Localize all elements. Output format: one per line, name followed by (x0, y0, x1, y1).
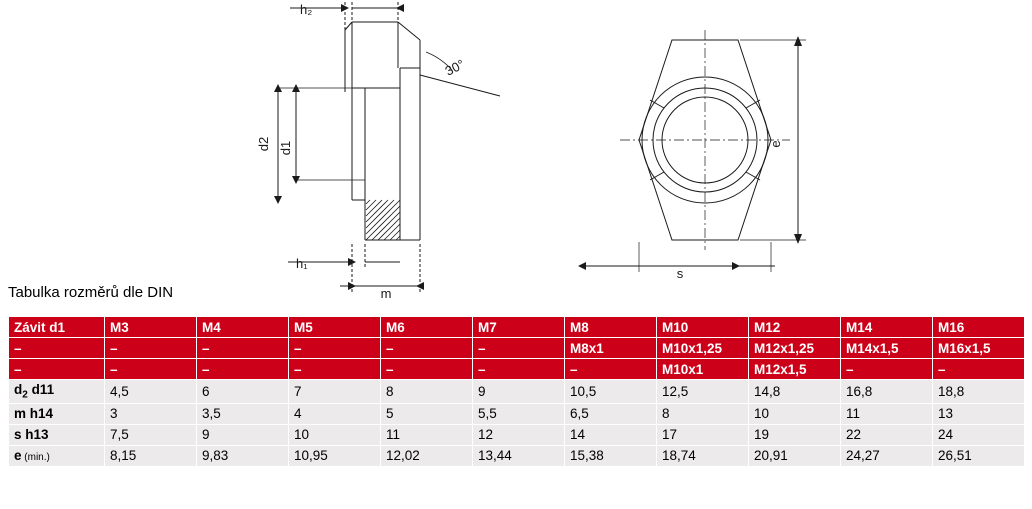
dim-label-m: m (380, 286, 392, 300)
dim-label-e: e (768, 140, 783, 148)
dimension-table (8, 316, 1025, 467)
cell-d2-m5: 7 (289, 380, 381, 404)
cell-d2-m14: 16,8 (841, 380, 933, 404)
row-label-m-suffix: h14 (26, 406, 54, 422)
column-header-m8: M8 (565, 317, 657, 338)
cell-s-m10: 17 (657, 424, 749, 445)
cell-m-m4: 3,5 (197, 403, 289, 424)
table-head (9, 317, 1025, 380)
cell-d2-m7: 9 (473, 380, 565, 404)
fine-thread-2-c3: – (289, 359, 381, 380)
fine-thread-2-c0: – (9, 359, 105, 380)
row-label-d2-suffix: d11 (27, 382, 55, 397)
fine-thread-2-c5: – (473, 359, 565, 380)
cell-d2-m6: 8 (381, 380, 473, 404)
cell-s-m12: 19 (749, 424, 841, 445)
row-label-m (9, 403, 105, 424)
cell-s-m3: 7,5 (105, 424, 197, 445)
fine-thread-2-c10: – (933, 359, 1025, 380)
column-header-m14: M14 (841, 317, 933, 338)
cell-s-m5: 10 (289, 424, 381, 445)
row-label-m-text: m (14, 406, 27, 422)
column-header-m12: M12 (749, 317, 841, 338)
row-label-e-suffix: (min.) (21, 452, 50, 464)
cell-s-m4: 9 (197, 424, 289, 445)
dim-label-d2: d2 (256, 136, 271, 152)
cell-d2-m16: 18,8 (933, 380, 1025, 404)
fine-thread-1-c2: – (197, 338, 289, 359)
column-header-m5: M5 (289, 317, 381, 338)
cell-s-m14: 22 (841, 424, 933, 445)
table-subheader-row-fine-1 (9, 338, 1025, 359)
column-header-m16: M16 (933, 317, 1025, 338)
cell-e-m10: 18,74 (657, 445, 749, 466)
cell-e-m16: 26,51 (933, 445, 1025, 466)
fine-thread-2-c9: – (841, 359, 933, 380)
fine-thread-2-c4: – (381, 359, 473, 380)
cell-m-m7: 5,5 (473, 403, 565, 424)
fine-thread-2-c6: – (565, 359, 657, 380)
row-label-e (9, 445, 105, 466)
row-label-s (9, 424, 105, 445)
fine-thread-1-c3: – (289, 338, 381, 359)
row-label-s-suffix: h13 (21, 427, 49, 443)
cell-m-m10: 8 (657, 403, 749, 424)
cell-e-m12: 20,91 (749, 445, 841, 466)
cell-e-m4: 9,83 (197, 445, 289, 466)
cell-m-m6: 5 (381, 403, 473, 424)
table-row (9, 380, 1025, 404)
column-header-m7: M7 (473, 317, 565, 338)
cell-m-m5: 4 (289, 403, 381, 424)
table-row (9, 445, 1025, 466)
fine-thread-2-c7: M10x1 (657, 359, 749, 380)
fine-thread-1-c7: M10x1,25 (657, 338, 749, 359)
cell-d2-m4: 6 (197, 380, 289, 404)
cell-m-m14: 11 (841, 403, 933, 424)
cell-d2-m10: 12,5 (657, 380, 749, 404)
table-caption: Tabulka rozměrů dle DIN (8, 284, 174, 301)
fine-thread-2-c8: M12x1,5 (749, 359, 841, 380)
fine-thread-1-c8: M12x1,25 (749, 338, 841, 359)
row-label-d2-subscript: 2 (22, 389, 28, 401)
column-header-thread: Závit d1 (9, 317, 105, 338)
cell-m-m8: 6,5 (565, 403, 657, 424)
fine-thread-2-c2: – (197, 359, 289, 380)
row-label-d2: $d_2$ d11 (9, 380, 105, 404)
cell-e-m5: 10,95 (289, 445, 381, 466)
table-subheader-row-fine-2 (9, 359, 1025, 380)
cell-m-m16: 13 (933, 403, 1025, 424)
cell-m-m3: 3 (105, 403, 197, 424)
table-header-row (9, 317, 1025, 338)
table-body (9, 380, 1025, 467)
dim-label-d1: d1 (278, 140, 293, 156)
cell-s-m8: 14 (565, 424, 657, 445)
column-header-m6: M6 (381, 317, 473, 338)
cell-e-m3: 8,15 (105, 445, 197, 466)
cell-s-m16: 24 (933, 424, 1025, 445)
cell-m-m12: 10 (749, 403, 841, 424)
cell-d2-m12: 14,8 (749, 380, 841, 404)
fine-thread-1-c1: – (105, 338, 197, 359)
table-row (9, 424, 1025, 445)
cell-s-m6: 11 (381, 424, 473, 445)
dim-label-h1: h₁ (296, 256, 308, 271)
fine-thread-1-c0: – (9, 338, 105, 359)
cell-e-m14: 24,27 (841, 445, 933, 466)
fine-thread-1-c4: – (381, 338, 473, 359)
cell-e-m6: 12,02 (381, 445, 473, 466)
column-header-m4: M4 (197, 317, 289, 338)
cell-s-m7: 12 (473, 424, 565, 445)
fine-thread-1-c6: M8x1 (565, 338, 657, 359)
cell-d2-m3: 4,5 (105, 380, 197, 404)
dim-label-angle: 30° (442, 56, 467, 79)
cell-e-m8: 15,38 (565, 445, 657, 466)
fine-thread-2-c1: – (105, 359, 197, 380)
fine-thread-1-c5: – (473, 338, 565, 359)
dimension-table-wrapper (8, 316, 1024, 467)
row-label-e-text: e (14, 448, 22, 464)
column-header-m3: M3 (105, 317, 197, 338)
dim-label-h2: h₂ (300, 2, 313, 17)
column-header-m10: M10 (657, 317, 749, 338)
fine-thread-1-c10: M16x1,5 (933, 338, 1025, 359)
cell-d2-m8: 10,5 (565, 380, 657, 404)
row-label-s-text: s (14, 427, 22, 443)
dim-label-s: s (676, 266, 684, 281)
fine-thread-1-c9: M14x1,5 (841, 338, 933, 359)
table-row (9, 403, 1025, 424)
cell-e-m7: 13,44 (473, 445, 565, 466)
